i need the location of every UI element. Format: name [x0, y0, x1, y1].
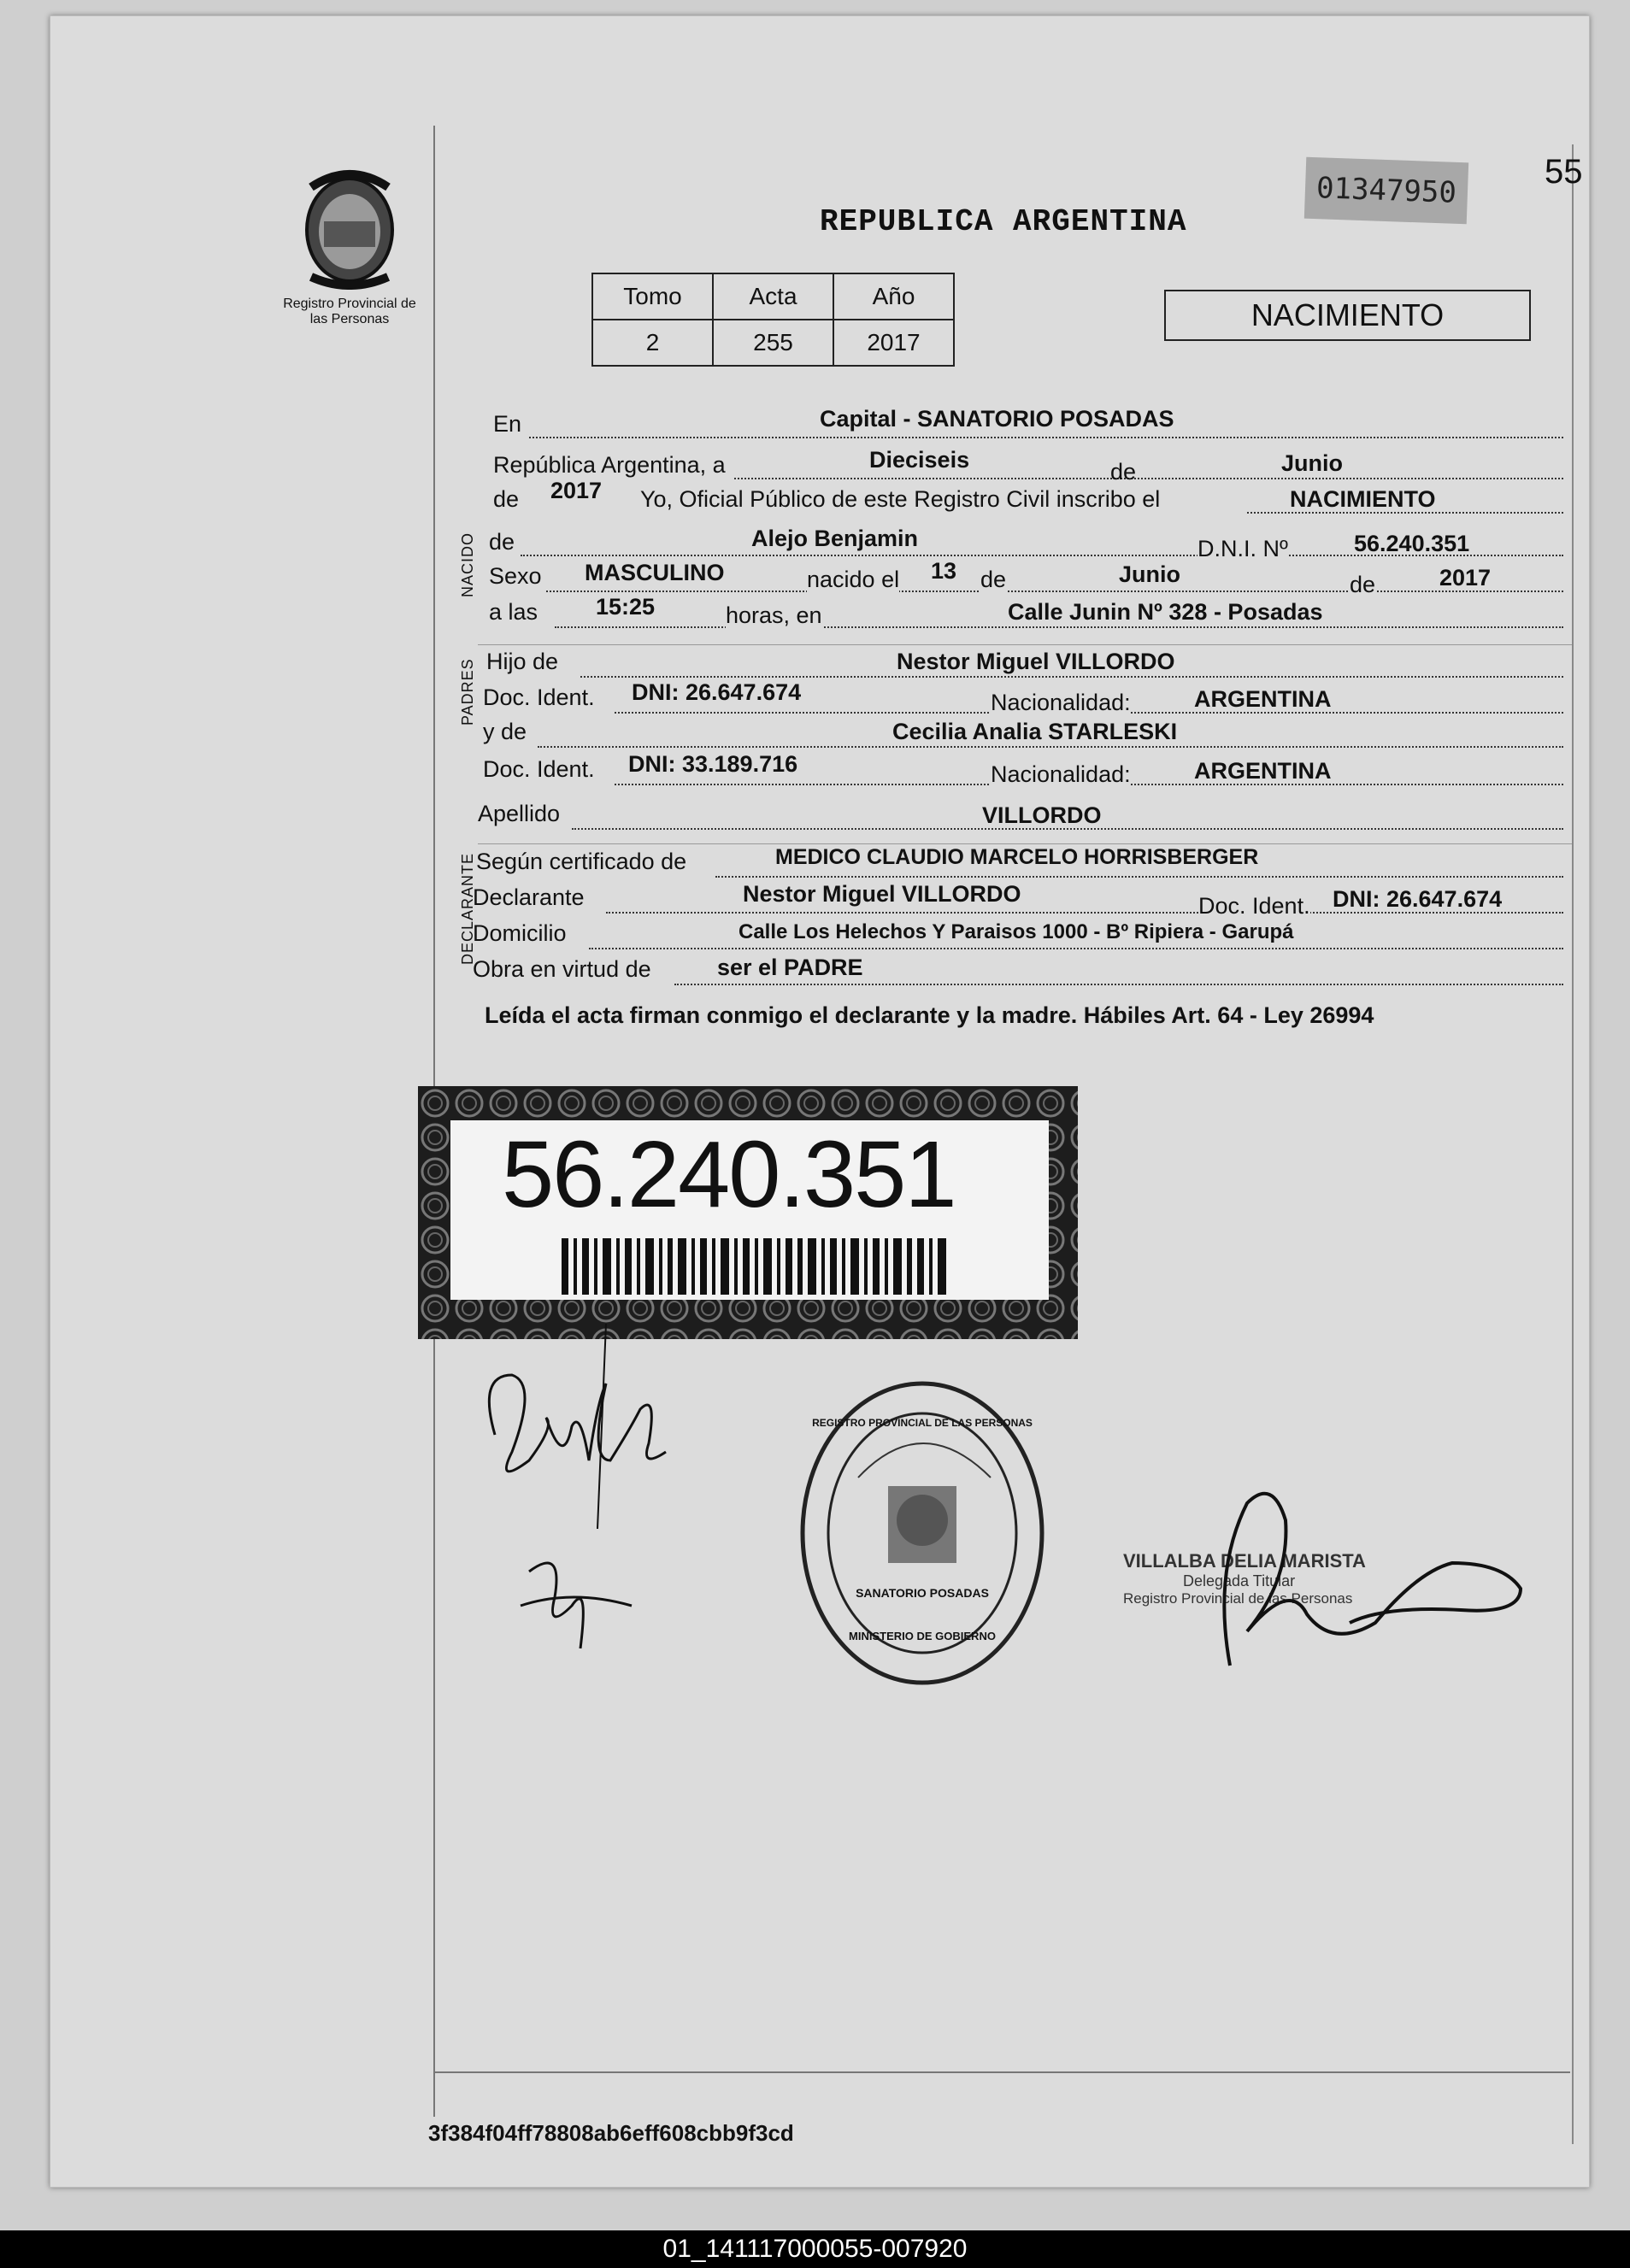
official-role: Delegada Titular [1183, 1572, 1296, 1589]
label-dni: D.N.I. Nº [1197, 536, 1288, 561]
declarant-signature-icon [461, 1324, 717, 1683]
label-horas: horas, en [726, 602, 822, 628]
row-oficial [50, 478, 1589, 520]
label-doc-father: Doc. Ident. [483, 685, 595, 710]
provincial-emblem [273, 162, 427, 327]
value-anio: 2017 [833, 320, 954, 366]
record-table-header [592, 273, 954, 320]
value-doc-declarante: DNI: 26.647.674 [1333, 886, 1503, 912]
registry-seal-icon [794, 1375, 1050, 1691]
row-nacido-name [50, 526, 1589, 563]
misiones-coat-of-arms-icon [294, 162, 405, 290]
row-obra [50, 956, 1589, 990]
value-certificado: MEDICO CLAUDIO MARCELO HORRISBERGER [775, 845, 1259, 869]
row-republica [50, 447, 1589, 486]
dotted-line [734, 478, 1563, 479]
dotted-line [529, 437, 1563, 438]
label-obra: Obra en virtud de [473, 956, 651, 982]
value-father-doc: DNI: 26.647.674 [632, 679, 802, 705]
seal-outer-text: REGISTRO PROVINCIAL DE LAS PERSONAS [812, 1417, 1033, 1429]
row-y-de [50, 719, 1589, 753]
closing-statement: Leída el acta firman conmigo el declarante y la madre. Hábiles Art. 64 - Ley 26994 [485, 1002, 1374, 1028]
value-acta: 255 [713, 320, 833, 366]
birth-certificate-page [50, 15, 1590, 2188]
value-year: 2017 [550, 478, 603, 503]
official-org: Registro Provincial de las Personas [1123, 1590, 1353, 1607]
section-label-declarante: DECLARANTE [459, 852, 476, 965]
dotted-line [538, 746, 1563, 748]
document-hash: 3f384f04ff78808ab6eff608cbb9f3cd [428, 2120, 794, 2146]
label-de-name: de [489, 529, 515, 555]
value-father-nat: ARGENTINA [1194, 686, 1332, 712]
section-separator [478, 843, 1572, 844]
row-en [50, 406, 1589, 445]
header-anio: Año [833, 273, 954, 320]
row-mother-doc [50, 751, 1589, 790]
value-birth-month: Junio [1119, 561, 1180, 587]
value-birth-year: 2017 [1439, 565, 1492, 591]
row-apellido [50, 801, 1589, 835]
page-number: 55 [1545, 153, 1583, 191]
record-type-box: NACIMIENTO [1164, 290, 1531, 341]
value-birth-place: Calle Junin Nº 328 - Posadas [1008, 599, 1323, 625]
dni-sticker-number: 56.240.351 [502, 1122, 956, 1227]
value-mother-doc: DNI: 33.189.716 [628, 751, 798, 777]
label-de-2: de [980, 567, 1007, 592]
value-time: 15:25 [596, 594, 656, 620]
label-sexo: Sexo [489, 563, 542, 589]
section-label-nacido: NACIDO [459, 532, 476, 597]
value-month: Junio [1281, 450, 1343, 476]
label-declarante: Declarante [473, 884, 585, 910]
label-nac-mother: Nacionalidad: [991, 761, 1131, 787]
dotted-line [555, 626, 1563, 628]
value-tomo: 2 [592, 320, 713, 366]
header-acta: Acta [713, 273, 833, 320]
document-title: REPUBLICA ARGENTINA [820, 204, 1187, 239]
label-de-3: de [1350, 572, 1376, 597]
label-de-year: de [493, 486, 520, 512]
header-tomo: Tomo [592, 273, 713, 320]
value-declarante: Nestor Miguel VILLORDO [743, 881, 1021, 907]
label-apellido: Apellido [478, 801, 561, 826]
row-hijo-de [50, 649, 1589, 683]
row-sexo [50, 558, 1589, 597]
value-mother-name: Cecilia Analia STARLESKI [892, 719, 1178, 744]
label-nac-father: Nacionalidad: [991, 690, 1131, 715]
row-father-doc [50, 679, 1589, 719]
value-child-dni: 56.240.351 [1354, 531, 1470, 556]
value-domicilio: Calle Los Helechos Y Paraisos 1000 - Bº Ripiera - Garupá [739, 920, 1294, 943]
section-separator [478, 644, 1572, 645]
value-obra: ser el PADRE [717, 955, 863, 980]
value-father-name: Nestor Miguel VILLORDO [897, 649, 1175, 674]
value-sexo: MASCULINO [585, 560, 725, 585]
bottom-line [433, 2071, 1570, 2073]
dotted-line [589, 948, 1563, 949]
label-doc-declarante: Doc. Ident. [1198, 893, 1310, 919]
label-en: En [493, 411, 522, 437]
label-a-las: a las [489, 599, 538, 625]
official-name: VILLALBA DELIA MARISTA [1123, 1550, 1366, 1572]
section-label-padres: PADRES [459, 658, 476, 726]
dotted-line [674, 984, 1563, 985]
row-declarante [50, 881, 1589, 919]
label-nacido-el: nacido el [807, 567, 900, 592]
seal-inner-text: SANATORIO POSADAS [856, 1586, 989, 1600]
label-domicilio: Domicilio [473, 920, 567, 946]
record-table [591, 273, 955, 367]
label-doc-mother: Doc. Ident. [483, 756, 595, 782]
emblem-label: Registro Provincial de las Personas [283, 297, 416, 326]
value-day-words: Dieciseis [869, 447, 970, 473]
label-certificado: Según certificado de [476, 849, 687, 874]
dotted-line [715, 876, 1563, 878]
seal-bottom-text: MINISTERIO DE GOBIERNO [849, 1630, 996, 1642]
label-hijo-de: Hijo de [486, 649, 559, 674]
label-de: de [1110, 459, 1137, 485]
scan-footer-id: 01_141117000055-007920 [0, 2230, 1630, 2268]
value-child-name: Alejo Benjamin [751, 526, 919, 551]
dni-barcode-sticker [418, 1086, 1078, 1339]
dni-sticker-label [450, 1120, 1049, 1300]
value-birth-day: 13 [931, 558, 957, 584]
record-table-values [592, 320, 954, 366]
row-domicilio [50, 920, 1589, 955]
value-place: Capital - SANATORIO POSADAS [820, 406, 1174, 432]
value-inscribo: NACIMIENTO [1290, 486, 1436, 512]
row-hora [50, 594, 1589, 633]
label-republica: República Argentina, a [493, 452, 726, 478]
dotted-line [546, 591, 1563, 592]
dotted-line [580, 676, 1563, 678]
official-signature-icon [1162, 1469, 1555, 1691]
row-certificado [50, 845, 1589, 883]
label-y-de: y de [483, 719, 527, 744]
value-mother-nat: ARGENTINA [1194, 758, 1332, 784]
value-apellido: VILLORDO [982, 802, 1102, 828]
serial-stamp: 01347950 [1304, 157, 1468, 225]
label-oficial: Yo, Oficial Público de este Registro Civil inscribo el [640, 486, 1161, 512]
barcode-icon [562, 1238, 955, 1295]
